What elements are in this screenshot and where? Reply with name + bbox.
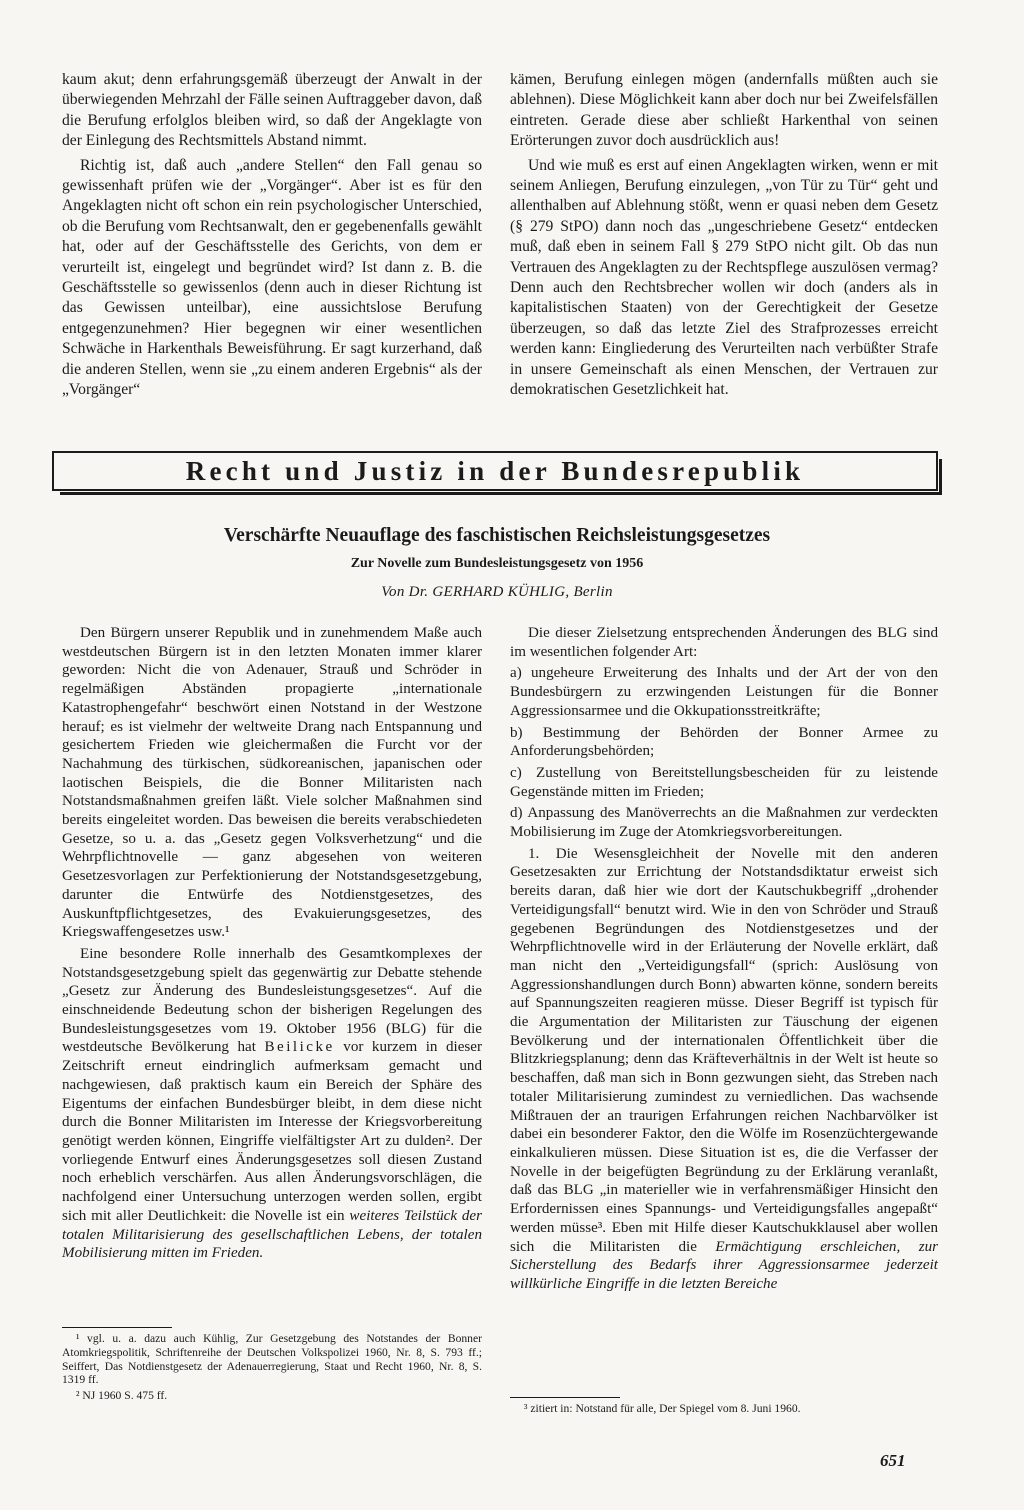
article-left-column bbox=[62, 624, 482, 1263]
list-item: a) ungeheure Erweiterung des Inhalts und der Art der von den Bundesbürgern zu erzwingenden Leistungen für die Bonner Aggressionsarmee und die Okkupationsstreitkräfte; bbox=[510, 665, 938, 719]
paragraph: Die dieser Zielsetzung entsprechenden Änderungen des BLG sind im wesentlichen folgender Art: bbox=[510, 625, 938, 660]
footnote: ³ zitiert in: Notstand für alle, Der Spiegel vom 8. Juni 1960. bbox=[524, 1402, 801, 1415]
article-title: Verschärfte Neuauflage des faschistischen Reichsleistungsgesetzes bbox=[223, 525, 771, 546]
paragraph: Und wie muß es erst auf einen Angeklagten wirken, wenn er mit seinem Anliegen, Berufung einzulegen, „von Tür zu Tür“ geht und allenthalben auf Ablehnung stößt, wenn er quasi neben dem Gesetz (§ 279 StPO) dann noch das „ungeschriebene Gesetz“ entdecken muß, daß eben in seinem Fall § 279 StPO nicht gilt. Ob das nun Vertrauen des Angeklagten zu der Rechtspflege auszulösen vermag? Denn auch den Rechtsbrecher wollen wir doch (anders als in kapitalistischen Staaten) von der Gerechtigkeit der Gesetze überzeugen, so daß das letzte Ziel des Strafprozesses erreicht werden kann: Eingliederung des Verurteilten nach verbüßter Strafe in unsere Gemeinschaft als einen Menschen, der Vertrauen zur demokratischen Gesetzlichkeit hat. bbox=[510, 156, 938, 399]
list-item: c) Zustellung von Bereitstellungsbescheiden für zu leistende Gegenstände mitten im Frieden; bbox=[510, 764, 938, 800]
spaced-name: Beilicke bbox=[264, 1039, 335, 1056]
footnotes-left bbox=[62, 1332, 482, 1403]
author-name: GERHARD KÜHLIG bbox=[432, 584, 566, 600]
article-right-column bbox=[510, 624, 938, 1294]
footnotes-right bbox=[510, 1402, 938, 1416]
text-run: Eine besondere Rolle innerhalb des Gesamtkomplexes der Notstandsgesetzgebung spielt das gegenwärtig zur Debatte stehende „Gesetz zur Änderung des Bundesleistungsgesetzes“. Auf die einschneidende Bedeutung schon der bisherigen Regelungen des Bundesleistungsgesetzes vom 19. Oktober 1956 (BLG) für die westdeutsche Bevölkerung hat bbox=[62, 945, 482, 1056]
paragraph: kämen, Berufung einlegen mögen (andernfalls müßten auch sie ablehnen). Diese Möglichkeit kann aber doch nur bei Zweifelsfällen eintreten. Gerade diese aber schließt Harkenthal von seinen Erörterungen zuvor doch ausdrücklich aus! bbox=[510, 71, 938, 150]
byline bbox=[0, 584, 994, 601]
paragraph bbox=[510, 845, 938, 1294]
article-subtitle: Zur Novelle zum Bundesleistungsgesetz von 1956 bbox=[350, 556, 644, 571]
footnote: ¹ vgl. u. a. dazu auch Kühlig, Zur Gesetzgebung des Notstandes der Bonner Atomkriegspolitik, Schriftenreihe der Deutschen Volkspolizei 1960, Nr. 8, S. 793 ff.; Seiffert, Das Notdienstgesetz der Adenauerregierung, Staat und Recht 1960, Nr. 8, S. 1319 ff. bbox=[62, 1332, 482, 1387]
list-item: d) Anpassung des Manöverrechts an die Maßnahmen zur verdeckten Mobilisierung im Zuge der Atomkriegsvorbereitungen. bbox=[510, 805, 938, 841]
section-heading-box bbox=[52, 451, 938, 491]
paragraph: Den Bürgern unserer Republik und in zunehmendem Maße auch westdeutschen Bürgern ist in den letzten Monaten immer klarer geworden: Nicht die von Adenauer, Strauß und Schröder in regelmäßigen Abständen propagierte „internationale Katastrophengefahr“ beschwört einen Notstand in der Westzone herauf; es ist vielmehr der weltweite Drang nach Entspannung und gesichertem Frieden wie gleichermaßen die Furcht vor der Nachahmung des türkischen, südkoreanischen, japanischen oder laotischen Beispiels, die die Bonner Militaristen nach Notstandsmaßnahmen greifen läßt. Viele solcher Maßnahmen sind bereits eingeleitet worden. Das beweisen die bereits verabschiedeten Gesetze, so u. a. das „Gesetz gegen Volksverhetzung“ und die Wehrpflichtnovelle — ganz abgesehen von weiteren Gesetzesvorlagen zur Perfektionierung der Notstandsgesetzgebung, darunter die Entwürfe des Notdienstgesetzes, des Auskunftpflichtgesetzes, des Evakuierungsgesetzes, des Kriegswaffengesetzes usw.¹ bbox=[62, 625, 482, 941]
section-heading: Recht und Justiz in der Bundesrepublik bbox=[185, 455, 805, 486]
footnote: ² NJ 1960 S. 475 ff. bbox=[76, 1389, 168, 1403]
top-left-column bbox=[62, 70, 482, 401]
byline-prefix: Von Dr. bbox=[381, 584, 429, 600]
footnote-rule bbox=[62, 1327, 172, 1328]
text-run: 1. Die Wesensgleichheit der Novelle mit den anderen Gesetzesakten zur Errichtung der Notstandsdiktatur erweist sich bereits daran, daß hier wie dort der Kautschukbegriff „drohender Verteidigungsfall“ benutzt wird. Wie in den von Schröder und Strauß gegebenen Begründungen des Notdienstgesetzes und der Wehrpflichtnovelle wird in der Erläuterung der Novelle erklärt, daß man nicht den „Verteidigungsfall“ (sprich: Auslösung von Aggressionshandlungen durch Bonn) abwarten könne, sondern bereits auf Spannungszeiten reagieren müsse. Dieser Begriff ist typisch für die Argumentation der Militaristen zur Täuschung der eigenen Bevölkerung und der internationalen Öffentlichkeit über die Blitzkriegsplanung; denn das Kräfteverhältnis in der Welt ist heute so beschaffen, daß man sich in Bonn gezwungen sieht, das Streben nach totaler Militarisierung zumindest zu verniedlichen. Das wachsende Mißtrauen der an traurigen Erfahrungen reichen Nachbarvölker ist dabei ein besonderer Faktor, den die Wölfe im Rosenzüchtergewande einkalkulieren müssen. Diese Situation ist es, die die Verfasser der Novelle in der beigefügten Begründung zu der Erklärung veranlaßt, daß das BLG „in materieller wie in verfahrensmäßiger Hinsicht den Erfordernissen eines Spannungs- und Verteidigungsfalles angepaßt“ werden müsse³. Eben mit Hilfe dieser Kautschukklausel aber wollen sich die Militaristen die bbox=[510, 845, 938, 1255]
byline-suffix: , Berlin bbox=[565, 584, 613, 600]
text-run: vor kurzem in dieser Zeitschrift erneut eindringlich aufmerksam gemacht und nachgewiesen, daß praktisch kaum ein Bereich der Sphäre des Eigentums der einfachen Bundesbürger bleibt, in dem diese nicht durch die Bonner Militaristen im Interesse der Kriegsvorbereitung genötigt werden können, Eingriffe vielfältigster Art zu dulden². Der vorliegende Entwurf eines Änderungsgesetzes soll diesen Zustand noch erheblich verschärfen. Aus allen Änderungsvorschlägen, die nachfolgend einer Untersuchung unterzogen werden sollen, ergibt sich mit aller Deutlichkeit: die Novelle ist ein bbox=[62, 1039, 482, 1224]
footnote-rule bbox=[510, 1397, 620, 1398]
paragraph: Richtig ist, daß auch „andere Stellen“ den Fall genau so gewissenhaft prüfen wie der „Vorgänger“. Aber ist es für den Angeklagten nicht oft schon ein rein psychologischer Unterschied, ob die Berufung vom Rechtsanwalt, den er gegebenenfalls gewählt hat, oder auf der Geschäftsstelle des Gerichts, von dem er verurteilt ist, eingelegt und begründet wird? Ist dann z. B. die Geschäftsstelle so gewissenlos (denn auch in dieser Richtung ist das Gewissen unteilbar), eine aussichtslose Berufung entgegenzunehmen? Hier begegnen wir einer wesentlichen Schwäche in Harkenthals Beweisführung. Er sagt kurzerhand, daß die anderen Stellen, wenn sie „zu einem anderen Ergebnis“ als der „Vorgänger“ bbox=[62, 156, 482, 399]
list-item: b) Bestimmung der Behörden der Bonner Armee zu Anforderungsbehörden; bbox=[510, 724, 938, 760]
paragraph bbox=[62, 945, 482, 1263]
top-right-column bbox=[510, 70, 938, 401]
emphasis: Ermächtigung erschleichen, zur Sicherstellung des Bedarfs ihrer Aggressionsarmee jederzeit willkürliche Eingriffe in die letzten Bereiche bbox=[510, 1238, 938, 1292]
emphasis: weiteres Teilstück der totalen Militarisierung des gesellschaftlichen Lebens, der totalen Mobilisierung mitten im Frieden. bbox=[62, 1207, 482, 1262]
paragraph: kaum akut; denn erfahrungsgemäß überzeugt der Anwalt in der überwiegenden Mehrzahl der Fälle seinen Auftraggeber davon, daß die Berufung erfolglos bleiben wird, so daß der Angeklagte von der Einlegung des Rechtsmittels Abstand nimmt. bbox=[62, 71, 483, 150]
page-number: 651 bbox=[880, 1451, 906, 1470]
